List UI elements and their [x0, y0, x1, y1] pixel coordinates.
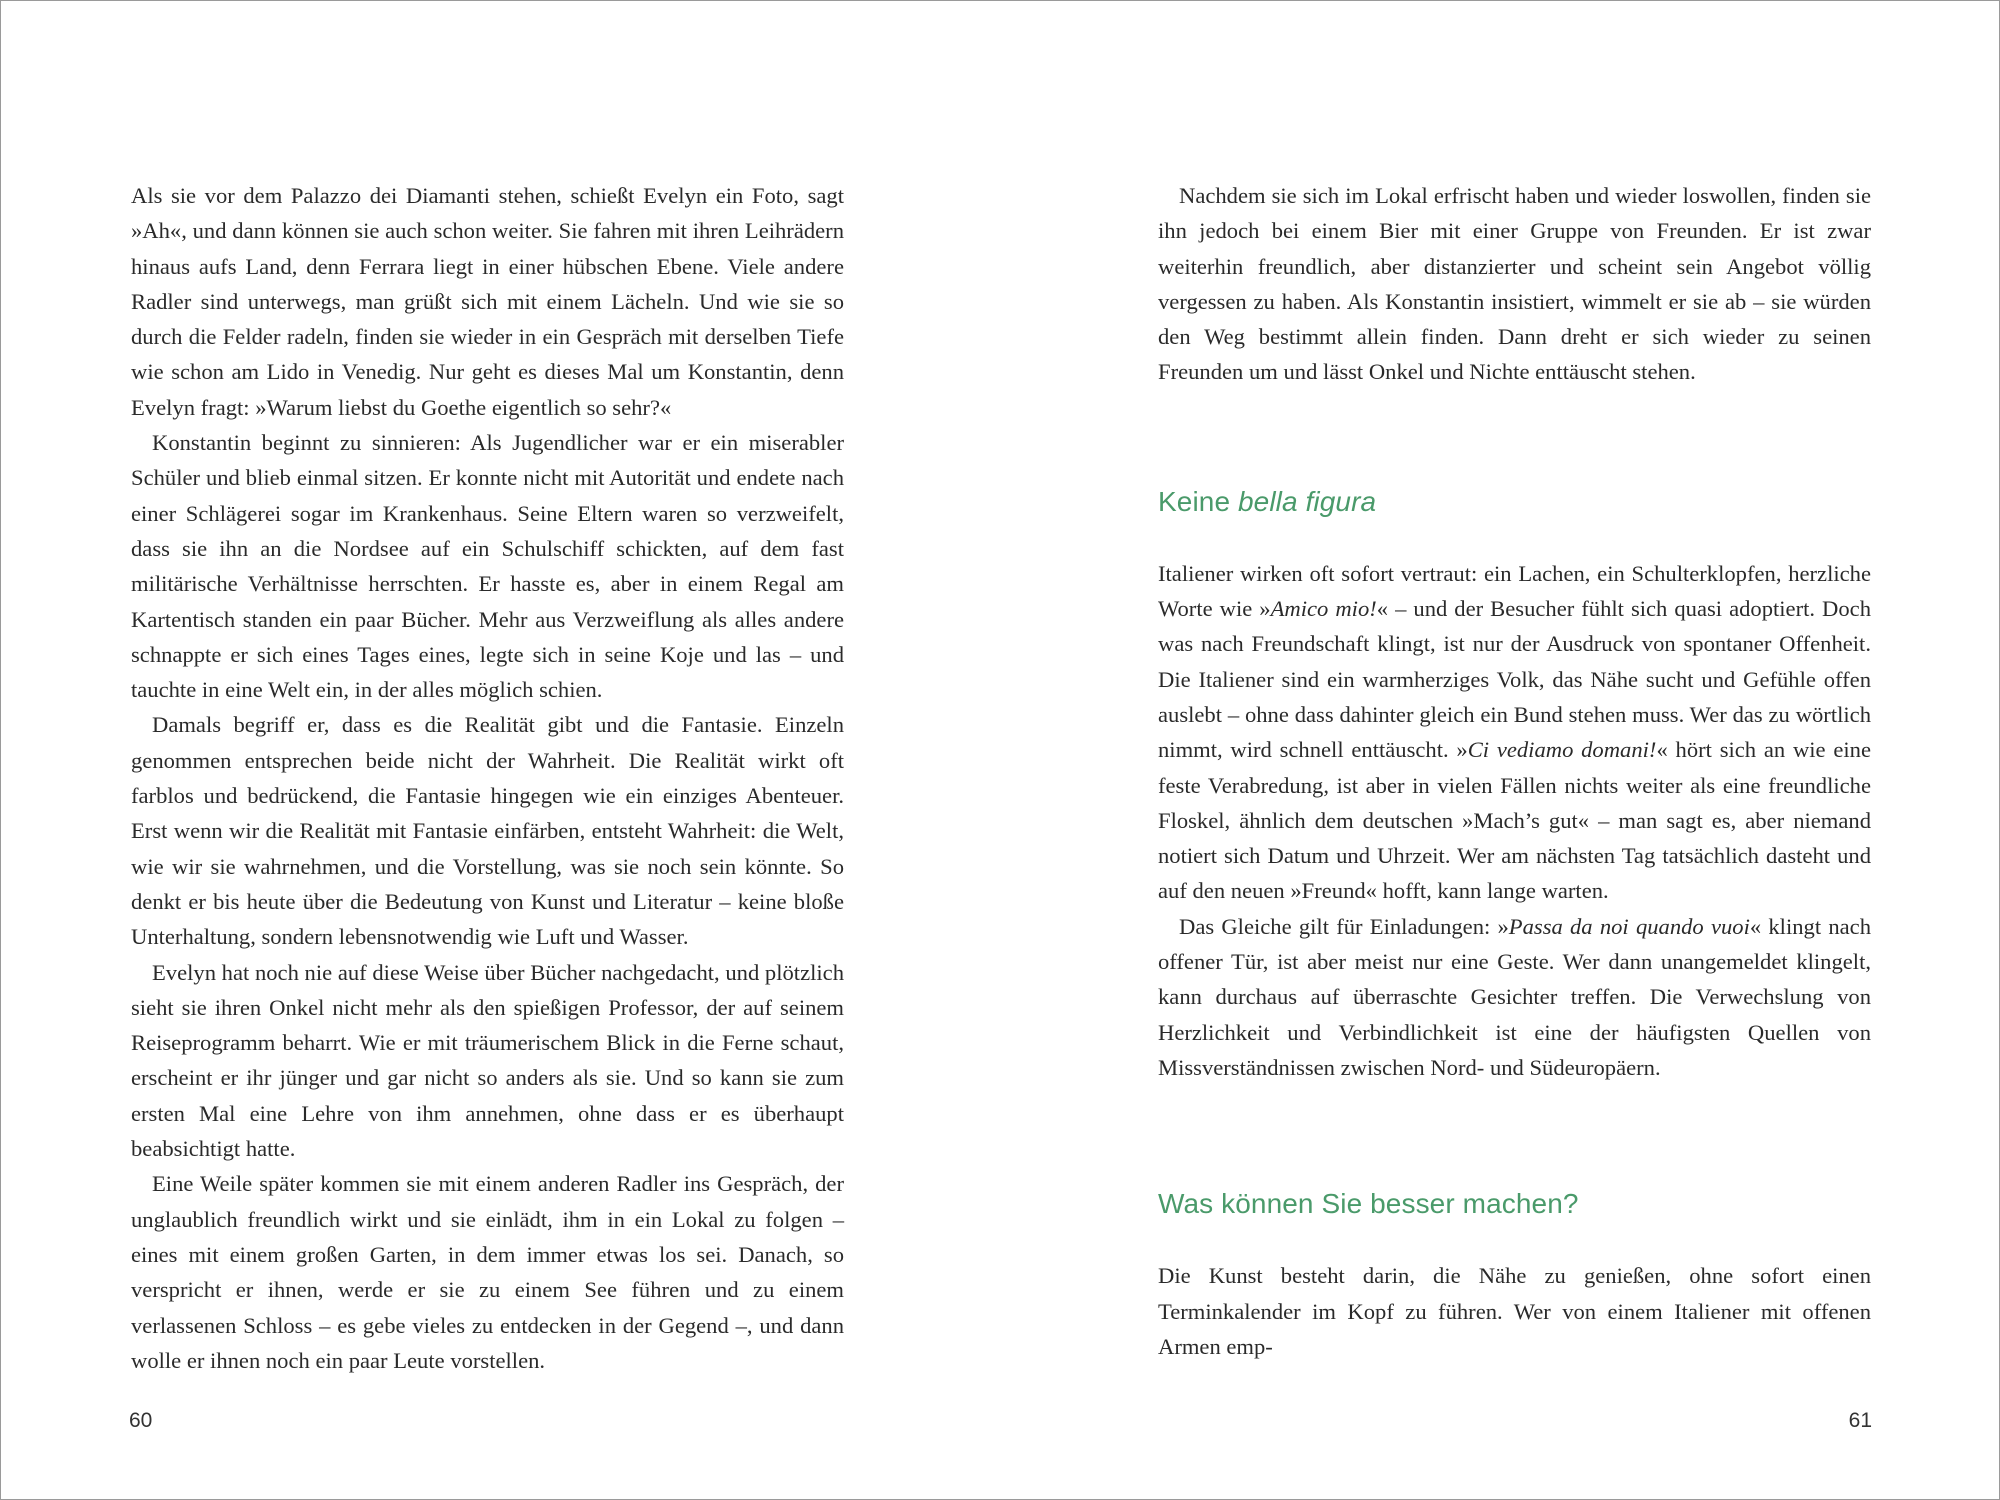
left-text-column — [131, 178, 844, 1378]
paragraph: Italiener wirken oft sofort vertraut: ein Lachen, ein Schulterklopfen, herzliche Worte wie »Amico mio!« – und der Besucher fühlt sich quasi adoptiert. Doch was nach Freundschaft klingt, ist nur der Ausdruck von spontaner Offenheit. Die Italiener sind ein warmherziges Volk, das Nähe sucht und Gefühle offen auslebt – ohne dass dahinter gleich ein Bund stehen muss. Wer das zu wörtlich nimmt, wird schnell enttäuscht. »Ci vediamo domani!« hört sich an wie eine feste Verabredung, ist aber in vielen Fällen nichts weiter als eine freundliche Floskel, ähnlich dem deutschen »Mach’s gut« – man sagt es, aber niemand notiert sich Datum und Uhrzeit. Wer am nächsten Tag tatsächlich dasteht und auf den neuen »Freund« hofft, kann lange warten. — [1158, 560, 1871, 904]
page-number: 60 — [129, 1409, 153, 1432]
paragraph: Nachdem sie sich im Lokal erfrischt haben und wieder loswollen, finden sie ihn jedoch bei einem Bier mit einer Gruppe von Freunden. Er ist zwar weiterhin freundlich, aber distanzierter und scheint sein Angebot völlig vergessen zu haben. Als Konstantin insistiert, wimmelt er sie ab – sie würden den Weg bestimmt allein finden. Dann dreht er sich wieder zu seinen Freunden um und lässt Onkel und Nichte enttäuscht stehen. — [1158, 183, 1871, 385]
page-number: 61 — [1848, 1409, 1872, 1432]
paragraph: Als sie vor dem Palazzo dei Diamanti stehen, schießt Evelyn ein Foto, sagt »Ah«, und dann können sie auch schon weiter. Sie fahren mit ihren Leihrädern hinaus aufs Land, denn Ferrara liegt in einer hübschen Ebene. Viele andere Radler sind unterwegs, man grüßt sich mit einem Lächeln. Und wie sie so durch die Felder radeln, finden sie wieder in ein Gespräch mit derselben Tiefe wie schon am Lido in Venedig. Nur geht es dieses Mal um Konstantin, denn Evelyn fragt: »Warum liebst du Goethe eigentlich so sehr?« — [131, 183, 844, 420]
section-heading — [1158, 484, 1871, 520]
right-page — [1001, 1, 1999, 1499]
paragraph: Konstantin beginnt zu sinnieren: Als Jugendlicher war er ein miserabler Schüler und blieb einmal sitzen. Er konnte nicht mit Autorität und endete nach einer Schlägerei sogar im Krankenhaus. Seine Eltern waren so verzweifelt, dass sie ihn an die Nordsee auf ein Schulschiff schickten, auf dem fast militärische Verhältnisse herrschten. Er hasste es, aber in einem Regal am Kartentisch standen ein paar Bücher. Mehr aus Verzweiflung als alles andere schnappte er sich eines Tages eines, legte sich in seine Koje und las – und tauchte in eine Welt ein, in der alles möglich schien. — [131, 430, 844, 703]
right-text-column — [1158, 178, 1871, 1364]
heading-text: Keine — [1158, 485, 1238, 517]
paragraph: Die Kunst besteht darin, die Nähe zu genießen, ohne sofort einen Terminkalender im Kopf zu führen. Wer von einem Italiener mit offenen Armen emp- — [1158, 1263, 1871, 1359]
left-page — [1, 1, 1001, 1499]
paragraph: Evelyn hat noch nie auf diese Weise über Bücher nachgedacht, und plötzlich sieht sie ihren Onkel nicht mehr als den spießigen Professor, der auf seinem Reiseprogramm beharrt. Wie er mit träumerischem Blick in die Ferne schaut, erscheint er ihr jünger und gar nicht so anders als sie. Und so kann sie zum ersten Mal eine Lehre von ihm annehmen, ohne dass er es überhaupt beabsichtigt hatte. — [131, 959, 844, 1162]
section-heading: Was können Sie besser machen? — [1158, 1188, 1579, 1220]
paragraph: Damals begriff er, dass es die Realität gibt und die Fantasie. Einzeln genommen entsprechen beide nicht der Wahrheit. Die Realität wirkt oft farblos und bedrückend, die Fantasie hingegen wie ein einziges Abenteuer. Erst wenn wir die Realität mit Fantasie einfärben, entsteht Wahrheit: die Welt, wie wir sie wahrnehmen, und die Vorstellung, was sie noch sein könnte. So denkt er bis heute über die Bedeutung von Kunst und Literatur – keine bloße Unterhaltung, sondern lebensnotwendig wie Luft und Wasser. — [131, 712, 844, 950]
heading-italic-text: bella figura — [1238, 485, 1377, 517]
paragraph: Das Gleiche gilt für Einladungen: »Passa da noi quando vuoi« klingt nach offener Tür, ist aber meist nur eine Geste. Wer dann unangemeldet klingelt, kann durchaus auf überraschte Gesichter treffen. Die Verwechslung von Herzlichkeit und Verbindlichkeit ist eine der häufigsten Quellen von Missverständnissen zwischen Nord- und Südeuropäern. — [1158, 913, 1871, 1080]
paragraph: Eine Weile später kommen sie mit einem anderen Radler ins Gespräch, der unglaublich freundlich wirkt und sie einlädt, ihm in ein Lokal zu folgen – eines mit einem großen Garten, in dem immer etwas los sei. Danach, so verspricht er ihnen, werde er sie zu einem See führen und zu einem verlassenen Schloss – es gebe vieles zu entdecken in der Gegend –, und dann wolle er ihnen noch ein paar Leute vorstellen. — [131, 1171, 844, 1373]
